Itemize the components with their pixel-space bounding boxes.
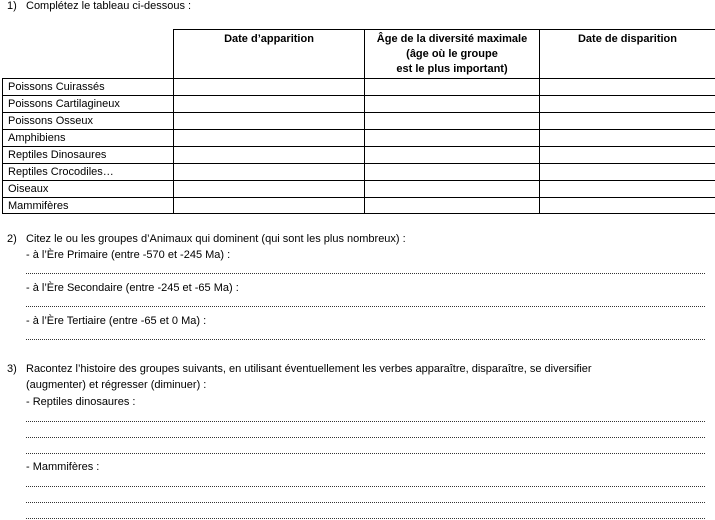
row-label-amphibiens: Amphibiens bbox=[8, 132, 66, 144]
row-line bbox=[2, 197, 715, 198]
header-age-line-2: (âge où le groupe bbox=[406, 48, 498, 60]
question-3-text-line-1: Racontez l’histoire des groupes suivants, en utilisant éventuellement les verbes apparaître, disparaître, se diversifier bbox=[26, 363, 592, 375]
header-date-disparition: Date de disparition bbox=[577, 33, 678, 45]
row-label-oiseaux: Oiseaux bbox=[8, 183, 49, 195]
header-age-line-1: Âge de la diversité maximale bbox=[376, 33, 528, 45]
row-line bbox=[2, 146, 715, 147]
row-label-reptiles-dinosaures: Reptiles Dinosaures bbox=[8, 149, 107, 161]
question-1-number: 1) bbox=[7, 0, 17, 12]
question-2-number: 2) bbox=[7, 233, 17, 245]
answer-line[interactable] bbox=[26, 486, 705, 487]
row-label-poissons-osseux: Poissons Osseux bbox=[8, 115, 93, 127]
question-2 bbox=[7, 233, 707, 249]
q2-item-secondaire: - à l’Ère Secondaire (entre -245 et -65 Ma) : bbox=[26, 282, 239, 294]
answer-line[interactable] bbox=[26, 273, 705, 274]
table-col-divider-2 bbox=[539, 29, 540, 214]
q3-item-mammiferes: - Mammifères : bbox=[26, 461, 100, 473]
answer-line[interactable] bbox=[26, 502, 705, 503]
table-top-border bbox=[173, 29, 715, 30]
q3-item-reptiles-dinosaures: - Reptiles dinosaures : bbox=[26, 396, 136, 408]
q2-item-primaire: - à l’Ère Primaire (entre -570 et -245 Ma) : bbox=[26, 249, 231, 261]
question-3 bbox=[7, 363, 712, 395]
answer-line[interactable] bbox=[26, 518, 705, 519]
row-line bbox=[2, 78, 715, 79]
row-label-reptiles-crocodiles: Reptiles Crocodiles… bbox=[8, 166, 114, 178]
header-age-diversite bbox=[365, 32, 539, 77]
question-3-text-line-2: (augmenter) et régresser (diminuer) : bbox=[26, 379, 207, 391]
table-header-left-border bbox=[173, 29, 174, 214]
table-bottom-border bbox=[2, 213, 715, 214]
answer-line[interactable] bbox=[26, 306, 705, 307]
fill-in-table bbox=[2, 29, 715, 214]
row-label-mammiferes: Mammifères bbox=[8, 200, 69, 212]
question-1-text: Complétez le tableau ci-dessous : bbox=[26, 0, 192, 12]
answer-line[interactable] bbox=[26, 421, 705, 422]
row-label-poissons-cartilagineux: Poissons Cartilagineux bbox=[8, 98, 120, 110]
answer-line[interactable] bbox=[26, 339, 705, 340]
answer-line[interactable] bbox=[26, 453, 705, 454]
question-2-text: Citez le ou les groupes d’Animaux qui dominent (qui sont les plus nombreux) : bbox=[26, 233, 406, 245]
row-line bbox=[2, 129, 715, 130]
question-3-number: 3) bbox=[7, 363, 17, 375]
answer-line[interactable] bbox=[26, 437, 705, 438]
header-age-line-3: est le plus important) bbox=[396, 63, 508, 75]
q2-item-tertiaire: - à l’Ère Tertiaire (entre -65 et 0 Ma) : bbox=[26, 315, 207, 327]
header-date-apparition: Date d’apparition bbox=[224, 33, 314, 45]
row-label-poissons-cuirasses: Poissons Cuirassés bbox=[8, 81, 105, 93]
question-1 bbox=[7, 0, 707, 16]
